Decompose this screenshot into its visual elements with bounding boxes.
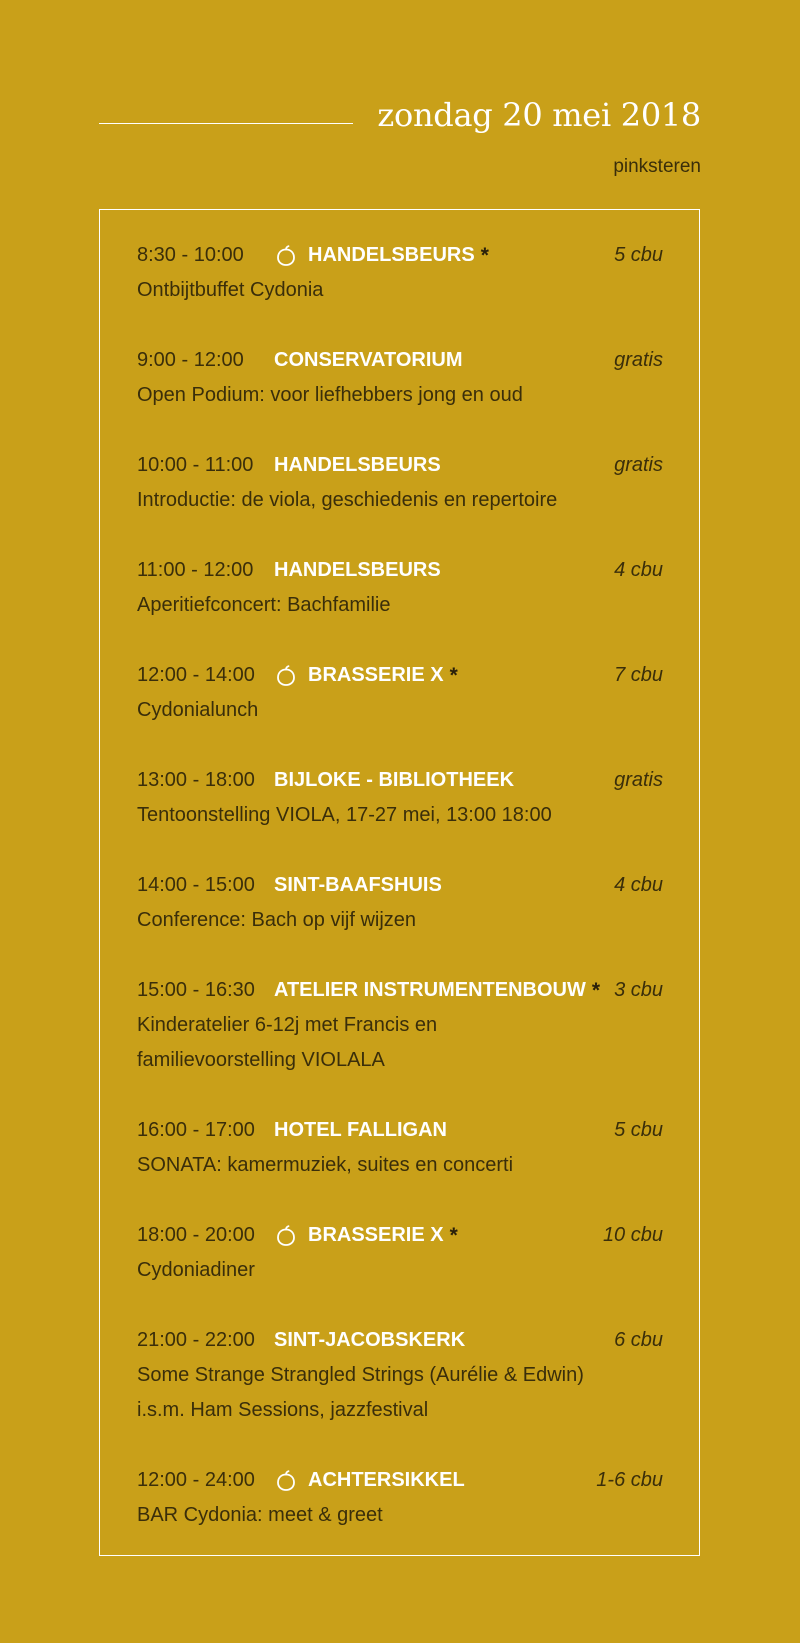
event-header xyxy=(137,973,663,1008)
event-star-marker: * xyxy=(591,978,601,1002)
page-title: zondag 20 mei 2018 xyxy=(377,96,701,134)
event-description: Introductie: de viola, geschiedenis en repertoire xyxy=(137,489,558,511)
event-time: 12:00 - 14:00 xyxy=(137,664,255,686)
event-header xyxy=(137,763,663,798)
event-item xyxy=(137,553,663,623)
event-description: Cydonialunch xyxy=(137,699,259,721)
event-header xyxy=(137,553,663,588)
event-description: Open Podium: voor liefhebbers jong en oud xyxy=(137,384,523,406)
event-description: familievoorstelling VIOLALA xyxy=(137,1049,385,1071)
event-description: Aperitiefconcert: Bachfamilie xyxy=(137,594,391,616)
event-list xyxy=(137,238,663,1568)
event-venue: CONSERVATORIUM xyxy=(274,349,463,371)
event-star-marker: * xyxy=(449,663,458,687)
event-item xyxy=(137,1323,663,1428)
event-venue: BIJLOKE - BIBLIOTHEEK xyxy=(274,769,515,791)
quince-icon xyxy=(274,1469,298,1493)
event-item xyxy=(137,343,663,413)
event-time: 14:00 - 15:00 xyxy=(137,874,255,896)
event-item xyxy=(137,868,663,938)
event-item xyxy=(137,658,663,728)
event-venue: HOTEL FALLIGAN xyxy=(274,1119,447,1141)
event-venue: ATELIER INSTRUMENTENBOUW xyxy=(274,979,586,1001)
event-star-marker: * xyxy=(480,243,489,267)
event-price: gratis xyxy=(614,769,663,791)
event-description: SONATA: kamermuziek, suites en concerti xyxy=(137,1154,514,1176)
event-item xyxy=(137,1218,663,1288)
event-description: Conference: Bach op vijf wijzen xyxy=(137,909,417,931)
event-price: 1-6 cbu xyxy=(596,1469,663,1491)
event-venue: SINT-BAAFSHUIS xyxy=(274,874,442,896)
event-description: i.s.m. Ham Sessions, jazzfestival xyxy=(137,1399,429,1421)
event-price: 5 cbu xyxy=(614,1119,663,1141)
event-price: 7 cbu xyxy=(614,664,663,686)
event-price: 6 cbu xyxy=(614,1329,663,1351)
event-description: Some Strange Strangled Strings (Aurélie & Edwin) xyxy=(137,1364,584,1386)
event-time: 18:00 - 20:00 xyxy=(137,1224,255,1246)
event-price: gratis xyxy=(614,349,663,371)
event-price: 4 cbu xyxy=(614,559,663,581)
event-time: 15:00 - 16:30 xyxy=(137,979,255,1001)
event-price: 3 cbu xyxy=(614,979,663,1001)
event-time: 11:00 - 12:00 xyxy=(137,559,254,581)
quince-icon xyxy=(274,664,298,688)
event-price: 4 cbu xyxy=(614,874,663,896)
event-venue: SINT-JACOBSKERK xyxy=(274,1329,466,1351)
event-price: gratis xyxy=(614,454,663,476)
event-time: 8:30 - 10:00 xyxy=(137,244,244,266)
event-description: BAR Cydonia: meet & greet xyxy=(137,1504,383,1526)
event-item xyxy=(137,1113,663,1183)
event-time: 9:00 - 12:00 xyxy=(137,349,244,371)
event-venue: ACHTERSIKKEL xyxy=(308,1469,465,1491)
event-header xyxy=(137,1218,663,1253)
event-time: 16:00 - 17:00 xyxy=(137,1119,255,1141)
quince-icon xyxy=(274,244,298,268)
event-item xyxy=(137,973,663,1078)
event-venue: BRASSERIE X xyxy=(308,1224,444,1246)
header-rule xyxy=(99,123,353,124)
event-item xyxy=(137,763,663,833)
event-item xyxy=(137,1463,663,1533)
event-venue: HANDELSBEURS xyxy=(274,454,441,476)
event-venue: HANDELSBEURS xyxy=(274,559,441,581)
event-header xyxy=(137,868,663,903)
event-header xyxy=(137,238,663,273)
event-time: 21:00 - 22:00 xyxy=(137,1329,255,1351)
event-header xyxy=(137,448,663,483)
event-description: Ontbijtbuffet Cydonia xyxy=(137,279,324,301)
event-price: 5 cbu xyxy=(614,244,663,266)
event-star-marker: * xyxy=(449,1223,458,1247)
event-time: 13:00 - 18:00 xyxy=(137,769,255,791)
event-venue: BRASSERIE X xyxy=(308,664,444,686)
event-price: 10 cbu xyxy=(602,1224,663,1246)
event-header xyxy=(137,343,663,378)
event-header xyxy=(137,1113,663,1148)
event-item xyxy=(137,238,663,308)
event-item xyxy=(137,448,663,518)
event-venue: HANDELSBEURS xyxy=(308,244,475,266)
event-time: 12:00 - 24:00 xyxy=(137,1469,255,1491)
page-subtitle: pinksteren xyxy=(613,156,701,177)
event-header xyxy=(137,1463,663,1498)
event-description: Cydoniadiner xyxy=(137,1259,255,1281)
quince-icon xyxy=(274,1224,298,1248)
event-time: 10:00 - 11:00 xyxy=(137,454,254,476)
event-description: Kinderatelier 6-12j met Francis en xyxy=(137,1014,438,1036)
event-description: Tentoonstelling VIOLA, 17-27 mei, 13:00 18:00 xyxy=(137,804,552,826)
event-header xyxy=(137,1323,663,1358)
event-header xyxy=(137,658,663,693)
